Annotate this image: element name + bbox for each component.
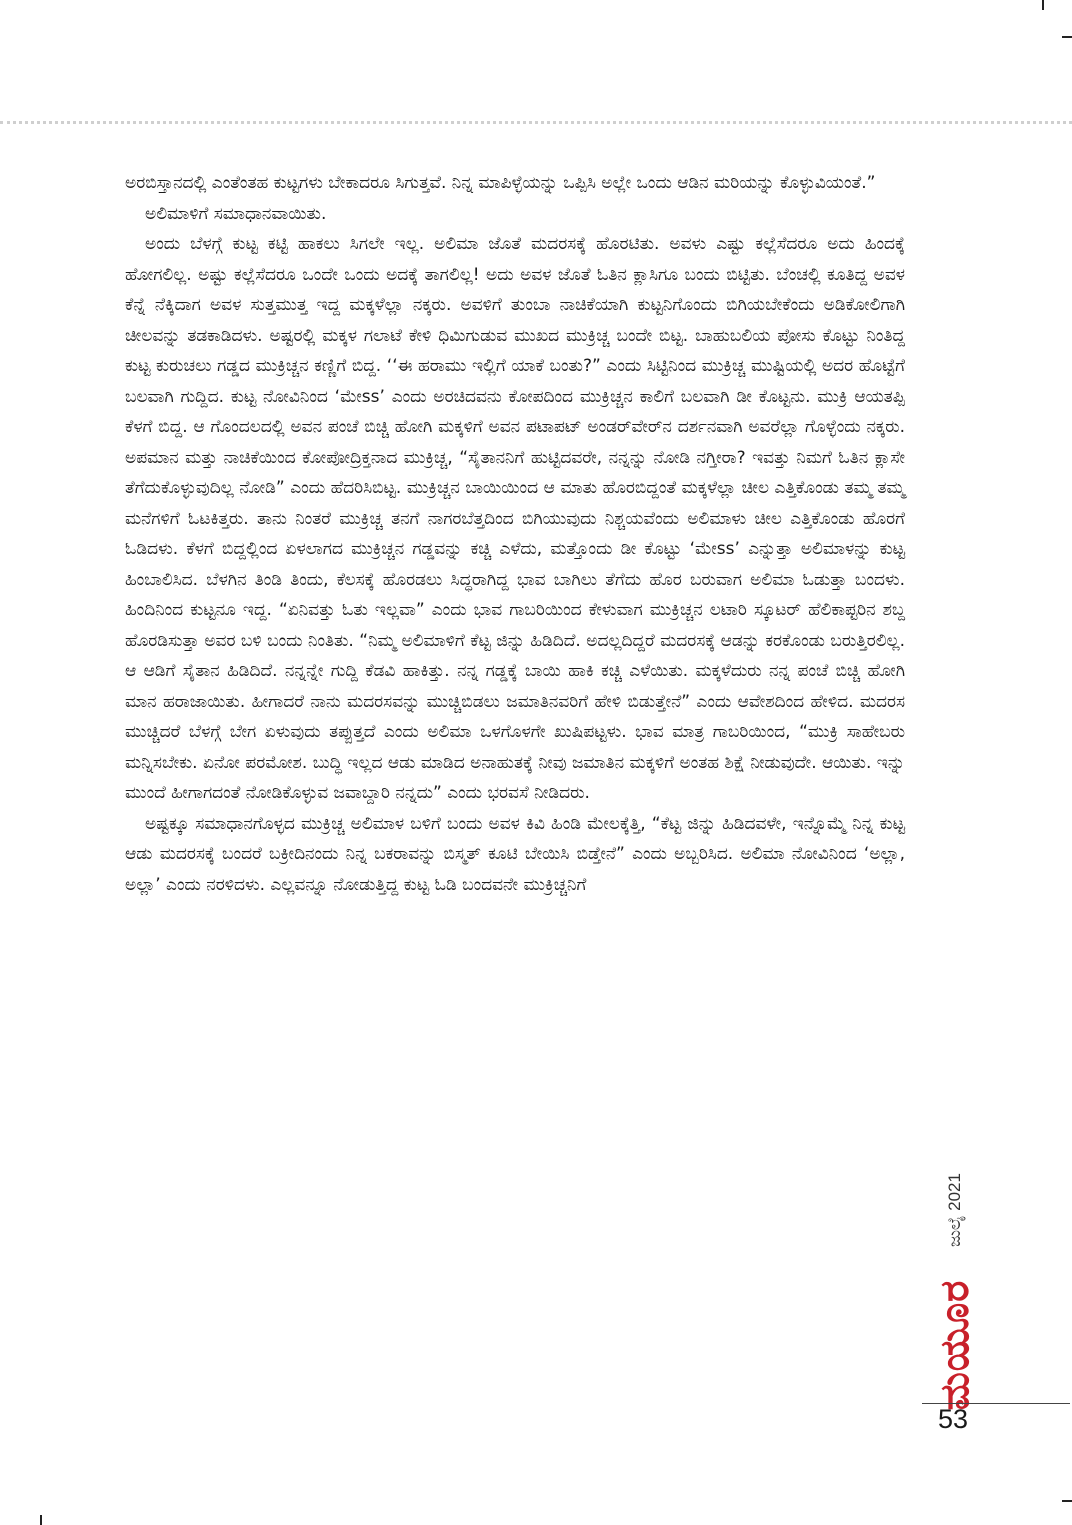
article-body <box>125 168 905 900</box>
paragraph-4: ಅಷ್ಟಕ್ಕೂ ಸಮಾಧಾನಗೊಳ್ಳದ ಮುಕ್ರಿಚ್ಚ ಅಲಿಮಾಳ ಬಳಿಗೆ ಬಂದು ಅವಳ ಕಿವಿ ಹಿಂಡಿ ಮೇಲಕ್ಕೆತ್ತಿ, “ಕೆಟ್ಟ ಜಿನ್ನು ಹಿಡಿದವಳೇ, ಇನ್ನೊಮ್ಮೆ ನಿನ್ನ ಕುಟ್ಟ ಆಡು ಮದರಸಕ್ಕೆ ಬಂದರೆ ಬಕ್ರೀದಿನಂದು ನಿನ್ನ ಬಕರಾವನ್ನು ಬಿಸ್ಮತ್ ಕೂಟಿ ಬೇಯಿಸಿ ಬಿಡ್ತೇನೆ” ಎಂದು ಅಬ್ಬರಿಸಿದ. ಅಲಿಮಾ ನೋವಿನಿಂದ ‘ಅಲ್ಲಾ, ಅಲ್ಲಾ’ ಎಂದು ನರಳಿದಳು. ಎಲ್ಲವನ್ನೂ ನೋಡುತ್ತಿದ್ದ ಕುಟ್ಟ ಓಡಿ ಬಂದವನೇ ಮುಕ್ರಿಚ್ಚನಿಗೆ <box>125 813 905 895</box>
crop-mark-top-right <box>1042 0 1044 10</box>
crop-mark-bottom-left <box>40 1515 42 1525</box>
paragraph-2: ಅಲಿಮಾಳಿಗೆ ಸಮಾಧಾನವಾಯಿತು. <box>145 203 327 224</box>
crop-mark-right-bottom <box>1062 1500 1072 1502</box>
crop-mark-right-top <box>1062 36 1072 38</box>
header-dotted-rule <box>0 121 1072 124</box>
page-number: 53 <box>938 1404 969 1434</box>
paragraph-3: ಅಂದು ಬೆಳಗ್ಗೆ ಕುಟ್ಟ ಕಟ್ಟಿ ಹಾಕಲು ಸಿಗಲೇ ಇಲ್ಲ. ಅಲಿಮಾ ಜೊತೆ ಮದರಸಕ್ಕೆ ಹೊರಟಿತು. ಅವಳು ಎಷ್ಟು ಕಲ್ಲೆಸೆದರೂ ಅದು ಹಿಂದಕ್ಕೆ ಹೋಗಲಿಲ್ಲ. ಅಷ್ಟು ಕಲ್ಲೆಸೆದರೂ ಒಂದೇ ಒಂದು ಅದಕ್ಕೆ ತಾಗಲಿಲ್ಲ! ಅದು ಅವಳ ಜೊತೆ ಓತಿನ ಕ್ಲಾಸಿಗೂ ಬಂದು ಬಿಟ್ಟಿತು. ಬೆಂಚಲ್ಲಿ ಕೂತಿದ್ದ ಅವಳ ಕೆನ್ನೆ ನೆಕ್ಕಿದಾಗ ಅವಳ ಸುತ್ತಮುತ್ತ ಇದ್ದ ಮಕ್ಕಳೆಲ್ಲಾ ನಕ್ಕರು. ಅವಳಿಗೆ ತುಂಬಾ ನಾಚಿಕೆಯಾಗಿ ಕುಟ್ಟನಿಗೊಂದು ಬಿಗಿಯಬೇಕೆಂದು ಅಡಿಕೋಲಿಗಾಗಿ ಚೀಲವನ್ನು ತಡಕಾಡಿದಳು. ಅಷ್ಟರಲ್ಲಿ ಮಕ್ಕಳ ಗಲಾಟೆ ಕೇಳಿ ಧಿಮಿಗುಡುವ ಮುಖದ ಮುಕ್ರಿಚ್ಚ ಬಂದೇ ಬಿಟ್ಟ. ಬಾಹುಬಲಿಯ ಪೋಸು ಕೊಟ್ಟು ನಿಂತಿದ್ದ ಕುಟ್ಟ ಕುರುಚಲು ಗಡ್ಡದ ಮುಕ್ರಿಚ್ಚನ ಕಣ್ಣಿಗೆ ಬಿದ್ದ. ‘‘ಈ ಹರಾಮು ಇಲ್ಲಿಗೆ ಯಾಕೆ ಬಂತು?” ಎಂದು ಸಿಟ್ಟಿನಿಂದ ಮುಕ್ರಿಚ್ಚ ಮುಷ್ಟಿಯಲ್ಲಿ ಅದರ ಹೊಟ್ಟೆಗೆ ಬಲವಾಗಿ ಗುದ್ದಿದ. ಕುಟ್ಟ ನೋವಿನಿಂದ ‘ಮೇss’ ಎಂದು ಅರಚಿದವನು ಕೋಪದಿಂದ ಮುಕ್ರಿಚ್ಚನ ಕಾಲಿಗೆ ಬಲವಾಗಿ ಡೀ ಕೊಟ್ಟನು. ಮುಕ್ರಿ ಆಯತಪ್ಪಿ ಕೆಳಗೆ ಬಿದ್ದ. ಆ ಗೊಂದಲದಲ್ಲಿ ಅವನ ಪಂಚೆ ಬಿಚ್ಚಿ ಹೋಗಿ ಮಕ್ಕಳಿಗೆ ಅವನ ಪಟಾಪಟ್ ಅಂಡರ್‌ವೇರ್‌ನ ದರ್ಶನವಾಗಿ ಅವರೆಲ್ಲಾ ಗೊಳ್ಳೆಂದು ನಕ್ಕರು. ಅಪಮಾನ ಮತ್ತು ನಾಚಿಕೆಯಿಂದ ಕೋಪೋದ್ರಿಕ್ತನಾದ ಮುಕ್ರಿಚ್ಚ, “ಸೈತಾನನಿಗೆ ಹುಟ್ಟಿದವರೇ, ನನ್ನನ್ನು ನೋಡಿ ನಗ್ತೀರಾ? ಇವತ್ತು ನಿಮಗೆ ಓತಿನ ಕ್ಲಾಸೇ ತೆಗೆದುಕೊಳ್ಳುವುದಿಲ್ಲ ನೋಡಿ” ಎಂದು ಹೆದರಿಸಿಬಿಟ್ಟ. ಮುಕ್ರಿಚ್ಚನ ಬಾಯಿಯಿಂದ ಆ ಮಾತು ಹೊರಬಿದ್ದಂತೆ ಮಕ್ಕಳೆಲ್ಲಾ ಚೀಲ ಎತ್ತಿಕೊಂಡು ತಮ್ಮ ತಮ್ಮ ಮನೆಗಳಿಗೆ ಓಟಕಿತ್ತರು. ತಾನು ನಿಂತರೆ ಮುಕ್ರಿಚ್ಚ ತನಗೆ ನಾಗರಬೆತ್ತದಿಂದ ಬಿಗಿಯುವುದು ನಿಶ್ಚಯವೆಂದು ಅಲಿಮಾಳು ಚೀಲ ಎತ್ತಿಕೊಂಡು ಹೊರಗೆ ಓಡಿದಳು. ಕೆಳಗೆ ಬಿದ್ದಲ್ಲಿಂದ ಏಳಲಾಗದ ಮುಕ್ರಿಚ್ಚನ ಗಡ್ಡವನ್ನು ಕಚ್ಚಿ ಎಳೆದು, ಮತ್ತೊಂದು ಡೀ ಕೊಟ್ಟು ‘ಮೇss’ ಎನ್ನುತ್ತಾ ಅಲಿಮಾಳನ್ನು ಕುಟ್ಟ ಹಿಂಬಾಲಿಸಿದ. ಬೆಳಗಿನ ತಿಂಡಿ ತಿಂದು, ಕೆಲಸಕ್ಕೆ ಹೊರಡಲು ಸಿದ್ಧರಾಗಿದ್ದ ಭಾವ ಬಾಗಿಲು ತೆಗೆದು ಹೊರ ಬರುವಾಗ ಅಲಿಮಾ ಓಡುತ್ತಾ ಬಂದಳು. ಹಿಂದಿನಿಂದ ಕುಟ್ಟನೂ ಇದ್ದ. “ಏನಿವತ್ತು ಓತು ಇಲ್ಲವಾ” ಎಂದು ಭಾವ ಗಾಬರಿಯಿಂದ ಕೇಳುವಾಗ ಮುಕ್ರಿಚ್ಚನ ಲಟಾರಿ ಸ್ಕೂಟರ್ ಹೆಲಿಕಾಪ್ಟರಿನ ಶಬ್ದ ಹೊರಡಿಸುತ್ತಾ ಅವರ ಬಳಿ ಬಂದು ನಿಂತಿತು. “ನಿಮ್ಮ ಅಲಿಮಾಳಿಗೆ ಕೆಟ್ಟ ಜಿನ್ನು ಹಿಡಿದಿದೆ. ಅದಲ್ಲದಿದ್ದರೆ ಮದರಸಕ್ಕೆ ಆಡನ್ನು ಕರಕೊಂಡು ಬರುತ್ತಿರಲಿಲ್ಲ. ಆ ಆಡಿಗೆ ಸೈತಾನ ಹಿಡಿದಿದೆ. ನನ್ನನ್ನೇ ಗುದ್ದಿ ಕೆಡವಿ ಹಾಕಿತ್ತು. ನನ್ನ ಗಡ್ಡಕ್ಕೆ ಬಾಯಿ ಹಾಕಿ ಕಚ್ಚಿ ಎಳೆಯಿತು. ಮಕ್ಕಳೆದುರು ನನ್ನ ಪಂಚೆ ಬಿಚ್ಚಿ ಹೋಗಿ ಮಾನ ಹರಾಜಾಯಿತು. ಹೀಗಾದರೆ ನಾನು ಮದರಸವನ್ನು ಮುಚ್ಚಿಬಿಡಲು ಜಮಾತಿನವರಿಗೆ ಹೇಳಿ ಬಿಡುತ್ತೇನೆ” ಎಂದು ಆವೇಶದಿಂದ ಹೇಳಿದ. ಮದರಸ ಮುಚ್ಚಿದರೆ ಬೆಳಗ್ಗೆ ಬೇಗ ಏಳುವುದು ತಪ್ಪುತ್ತದೆ ಎಂದು ಅಲಿಮಾ ಒಳಗೊಳಗೇ ಖುಷಿಪಟ್ಟಳು. ಭಾವ ಮಾತ್ರ ಗಾಬರಿಯಿಂದ, “ಮುಕ್ರಿ ಸಾಹೇಬರು ಮನ್ನಿಸಬೇಕು. ಏನೋ ಪರಮೋಶ. ಬುದ್ಧಿ ಇಲ್ಲದ ಆಡು ಮಾಡಿದ ಅನಾಹುತಕ್ಕೆ ನೀವು ಜಮಾತಿನ ಮಕ್ಕಳಿಗೆ ಅಂತಹ ಶಿಕ್ಷೆ ನೀಡುವುದೇ. ಆಯಿತು. ಇನ್ನು ಮುಂದೆ ಹೀಗಾಗದಂತೆ ನೋಡಿಕೊಳ್ಳುವ ಜವಾಬ್ದಾರಿ ನನ್ನದು” ಎಂದು ಭರವಸೆ ನೀಡಿದರು. <box>125 234 905 803</box>
magazine-sidebar <box>925 1100 985 1411</box>
magazine-logo: ಮಯೂರ <box>932 1279 978 1411</box>
issue-date: ಜುಲೈ 2021 <box>945 1173 964 1247</box>
paragraph-1: ಅರಬಿಸ್ತಾನದಲ್ಲಿ ಎಂತೆಂತಹ ಕುಟ್ಟಗಳು ಬೇಕಾದರೂ ಸಿಗುತ್ತವೆ. ನಿನ್ನ ಮಾಪಿಳ್ಳೆಯನ್ನು ಒಪ್ಪಿಸಿ ಅಲ್ಲೇ ಒಂದು ಆಡಿನ ಮರಿಯನ್ನು ಕೊಳ್ಳುವಿಯಂತೆ.” <box>125 173 876 193</box>
